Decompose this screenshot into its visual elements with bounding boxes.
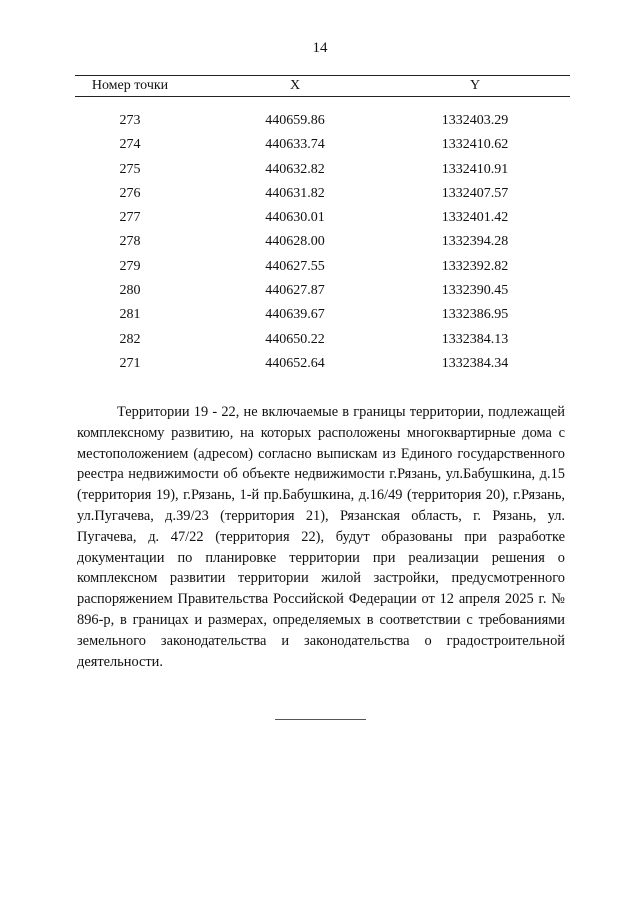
x-cell: 440628.00 [265, 234, 325, 250]
point-number-cell: 276 [119, 185, 141, 201]
table-row [75, 162, 570, 186]
point-number-cell: 271 [119, 355, 141, 371]
y-cell: 1332394.28 [441, 234, 509, 250]
point-number-cell: 279 [119, 258, 141, 274]
header-y: Y [469, 78, 481, 93]
x-cell: 440650.22 [265, 331, 325, 347]
table-row [75, 259, 570, 283]
table-row [75, 283, 570, 307]
x-cell: 440633.74 [265, 137, 325, 153]
table-row [75, 186, 570, 210]
y-cell: 1332401.42 [441, 210, 509, 226]
table-row [75, 332, 570, 356]
x-cell: 440627.87 [265, 283, 325, 299]
coordinates-table-body [75, 113, 570, 380]
x-cell: 440630.01 [265, 210, 325, 226]
point-number-cell: 273 [119, 113, 141, 128]
x-cell: 440639.67 [265, 307, 325, 323]
territory-description-paragraph: Территории 19 - 22, не включаемые в границы территории, подлежащей комплексному развитию, на которых расположены многоквартирные дома с местоположением (адресом) согласно выпискам из Единого государственного реестра недвижимости об объекте недвижимости г.Рязань, ул.Бабушкина, д.15 (территория 19), г.Рязань, 1-й пр.Бабушкина, д.16/49 (территория 20), г.Рязань, ул.Пугачева, д.39/23 (территория 21), Рязанская область, г. Рязань, ул. Пугачева, д. 47/22 (территория 22), будут образованы при разработке документации по планировке территории при реализации решения о комплексном развитии территории жилой застройки, предусмотренного распоряжением Правительства Российской Федерации от 12 апреля 2025 г. № 896-р, в границах и размерах, определяемых в соответствии с требованиями земельного законодательства и законодательства о градостроительной деятельности. [77, 404, 565, 670]
page-number: 14 [312, 40, 328, 56]
y-cell: 1332390.45 [441, 283, 509, 299]
x-cell: 440631.82 [265, 185, 325, 201]
point-number-cell: 274 [119, 137, 141, 153]
table-header [75, 75, 570, 97]
point-number-cell: 275 [119, 161, 141, 177]
y-cell: 1332407.57 [441, 185, 509, 201]
table-row [75, 210, 570, 234]
x-cell: 440627.55 [265, 258, 325, 274]
point-number-cell: 277 [119, 210, 141, 226]
x-cell: 440632.82 [265, 161, 325, 177]
y-cell: 1332403.29 [441, 113, 509, 128]
table-row [75, 356, 570, 380]
table-row [75, 113, 570, 137]
end-separator-line [275, 719, 366, 720]
point-number-cell: 278 [119, 234, 141, 250]
point-number-cell: 282 [119, 331, 141, 347]
point-number-cell: 280 [119, 283, 141, 299]
header-x: X [289, 78, 301, 93]
x-cell: 440652.64 [265, 355, 325, 371]
table-row [75, 307, 570, 331]
header-point-number: Номер точки [91, 78, 169, 93]
y-cell: 1332410.91 [441, 161, 509, 177]
table-row [75, 234, 570, 258]
y-cell: 1332386.95 [441, 307, 509, 323]
y-cell: 1332384.34 [441, 355, 509, 371]
y-cell: 1332384.13 [441, 331, 509, 347]
table-row [75, 137, 570, 161]
y-cell: 1332392.82 [441, 258, 509, 274]
y-cell: 1332410.62 [441, 137, 509, 153]
point-number-cell: 281 [119, 307, 141, 323]
x-cell: 440659.86 [265, 113, 325, 128]
